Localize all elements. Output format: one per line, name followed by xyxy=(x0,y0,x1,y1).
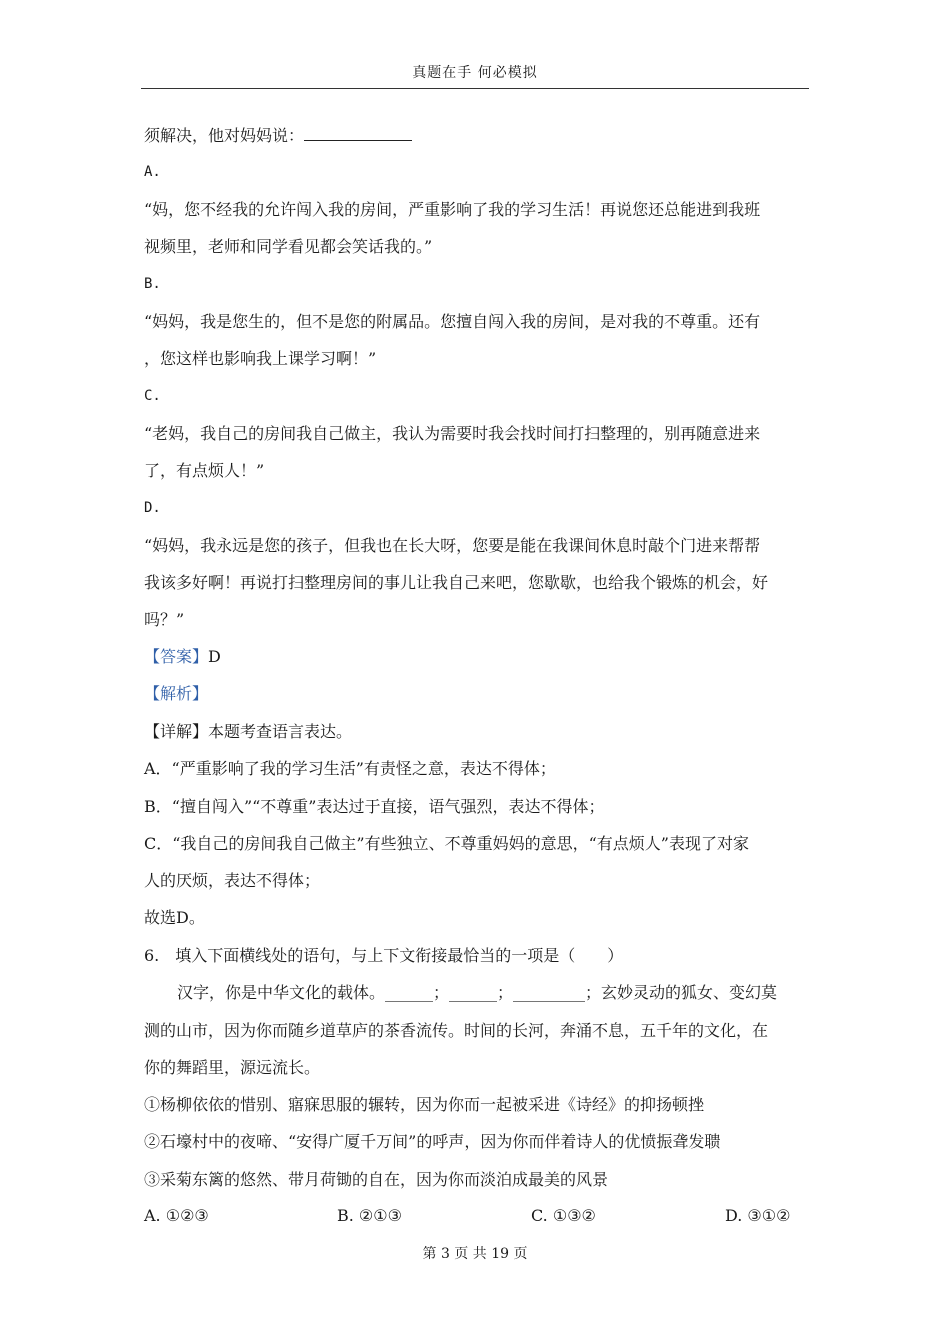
detail-c-line-2: 人的厌烦，表达不得体； xyxy=(144,871,321,890)
choice-d: D. ③①② xyxy=(725,1206,791,1225)
option-a-line-2: 视频里，老师和同学看见都会笑话我的。” xyxy=(144,237,433,256)
option-b-line-2: ，您这样也影响我上课学习啊！” xyxy=(144,349,377,368)
detail-b: B．“擅自闯入”“不尊重”表达过于直接，语气强烈，表达不得体； xyxy=(144,797,605,816)
option-c-line-2: 了，有点烦人！” xyxy=(144,461,265,480)
option-c-line-1: “老妈，我自己的房间我自己做主，我认为需要时我会找时间打扫整理的，别再随意进来 xyxy=(144,424,761,443)
option-b-line-1: “妈妈，我是您生的，但不是您的附属品。您擅自闯入我的房间，是对我的不尊重。还有 xyxy=(144,312,761,331)
detail-c-line-1: C．“我自己的房间我自己做主”有些独立、不尊重妈妈的意思，“有点烦人”表现了对家 xyxy=(144,834,749,853)
question-5-text: 须解决，他对妈妈说： xyxy=(144,126,305,145)
detail-intro-line xyxy=(144,721,352,743)
analysis-tag: 【解析】 xyxy=(144,684,209,703)
question-6-choices xyxy=(0,1206,950,1228)
question-6-item-1: ①杨柳依依的惜别、寤寐思服的辗转，因为你而一起被采进《诗经》的抑扬顿挫 xyxy=(144,1095,705,1114)
answer-tag: 【答案】 xyxy=(144,647,209,666)
question-6-stem: 6. 填入下面横线处的语句，与上下文衔接最恰当的一项是（ ） xyxy=(144,946,624,965)
detail-a: A．“严重影响了我的学习生活”有责怪之意，表达不得体； xyxy=(144,759,556,778)
answer-blank xyxy=(304,124,412,141)
answer-line xyxy=(144,646,221,668)
question-6-passage-2: 测的山市，因为你而随乡道草庐的茶香流传。时间的长河，奔涌不息，五千年的文化，在 xyxy=(144,1021,769,1040)
detail-conclusion: 故选D。 xyxy=(144,908,205,927)
option-d-label: D. xyxy=(144,500,161,516)
page-footer: 第 3 页 共 19 页 xyxy=(422,1246,528,1262)
detail-tag: 【详解】 xyxy=(144,722,209,741)
option-a-label: A. xyxy=(144,164,161,180)
option-d-line-1: “妈妈，我永远是您的孩子，但我也在长大呀，您要是能在我课间休息时敲个门进来帮帮 xyxy=(144,536,761,555)
choice-a: A. ①②③ xyxy=(144,1206,209,1225)
choice-b: B. ②①③ xyxy=(337,1206,402,1225)
header-divider xyxy=(141,88,809,89)
detail-intro: 本题考查语言表达。 xyxy=(208,722,353,741)
option-b-label: B. xyxy=(144,276,161,292)
question-6-item-3: ③采菊东篱的悠然、带月荷锄的自在，因为你而淡泊成最美的风景 xyxy=(144,1170,609,1189)
option-c-label: C. xyxy=(144,388,161,404)
question-5-tail xyxy=(144,124,412,147)
page-header-title: 真题在手 何必模拟 xyxy=(412,65,538,81)
choice-c: C. ①③② xyxy=(531,1206,596,1225)
question-6-passage-3: 你的舞蹈里，源远流长。 xyxy=(144,1058,321,1077)
answer-value: D xyxy=(208,647,221,666)
option-d-line-2: 我该多好啊！再说打扫整理房间的事儿让我自己来吧，您歇歇，也给我个锻炼的机会，好 xyxy=(144,573,769,592)
option-a-line-1: “妈，您不经我的允许闯入我的房间，严重影响了我的学习生活！再说您还总能进到我班 xyxy=(144,200,761,219)
option-d-line-3: 吗？” xyxy=(144,610,185,629)
question-6-item-2: ②石壕村中的夜啼、“安得广厦千万间”的呼声，因为你而伴着诗人的优愤振聋发聩 xyxy=(144,1132,721,1151)
question-6-passage-1: 汉字，你是中华文化的载体。______；______；_________；玄妙灵动的狐女、变幻莫 xyxy=(177,983,778,1002)
